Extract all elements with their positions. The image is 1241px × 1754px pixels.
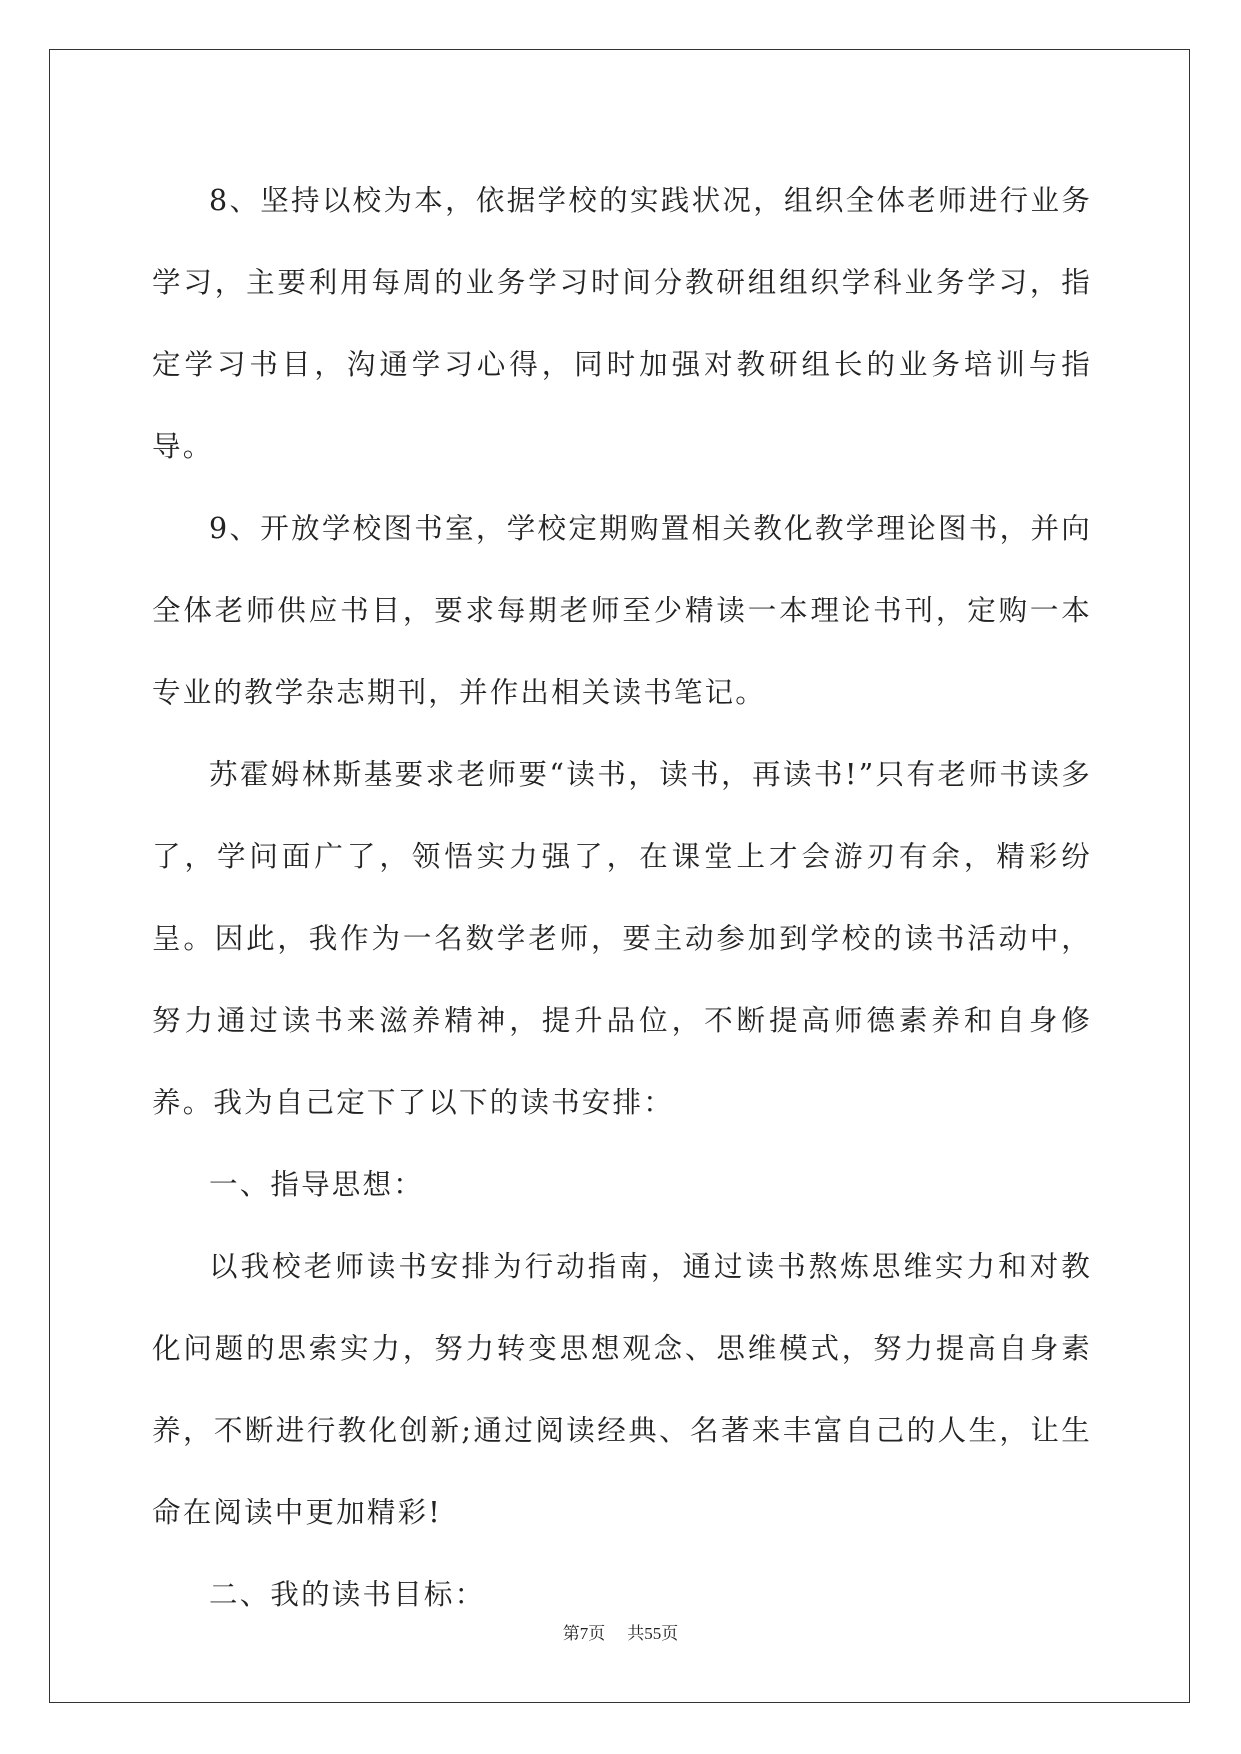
page-footer [0, 1619, 1241, 1644]
paragraph-item-9: 9、开放学校图书室，学校定期购置相关教化教学理论图书，并向全体老师供应书目，要求每期老师至少精读一本理论书刊，定购一本专业的教学杂志期刊，并作出相关读书笔记。 [152, 512, 1092, 709]
paragraph-item-8: 8、坚持以校为本，依据学校的实践状况，组织全体老师进行业务学习，主要利用每周的业务学习时间分教研组组织学科业务学习，指定学习书目，沟通学习心得，同时加强对教研组长的业务培训与指导。 [152, 184, 1092, 463]
paragraph-guiding-ideology: 以我校老师读书安排为行动指南，通过读书熬炼思维实力和对教化问题的思索实力，努力转变思想观念、思维模式，努力提高自身素养，不断进行教化创新;通过阅读经典、名著来丰富自己的人生，让生命在阅读中更加精彩! [152, 1250, 1092, 1529]
document-body [152, 160, 1092, 1636]
section-heading-reading-goals: 二、我的读书目标： [209, 1578, 486, 1611]
paragraph-reading-intro: 苏霍姆林斯基要求老师要“读书，读书，再读书!”只有老师书读多了，学问面广了，领悟实力强了，在课堂上才会游刃有余，精彩纷呈。因此，我作为一名数学老师，要主动参加到学校的读书活动中，努力通过读书来滋养精神，提升品位，不断提高师德素养和自身修养。我为自己定下了以下的读书安排： [152, 758, 1092, 1119]
page-total: 共55页 [627, 1624, 679, 1643]
section-heading-guiding-ideology: 一、指导思想： [209, 1168, 424, 1201]
page-number: 第7页 [562, 1624, 606, 1643]
